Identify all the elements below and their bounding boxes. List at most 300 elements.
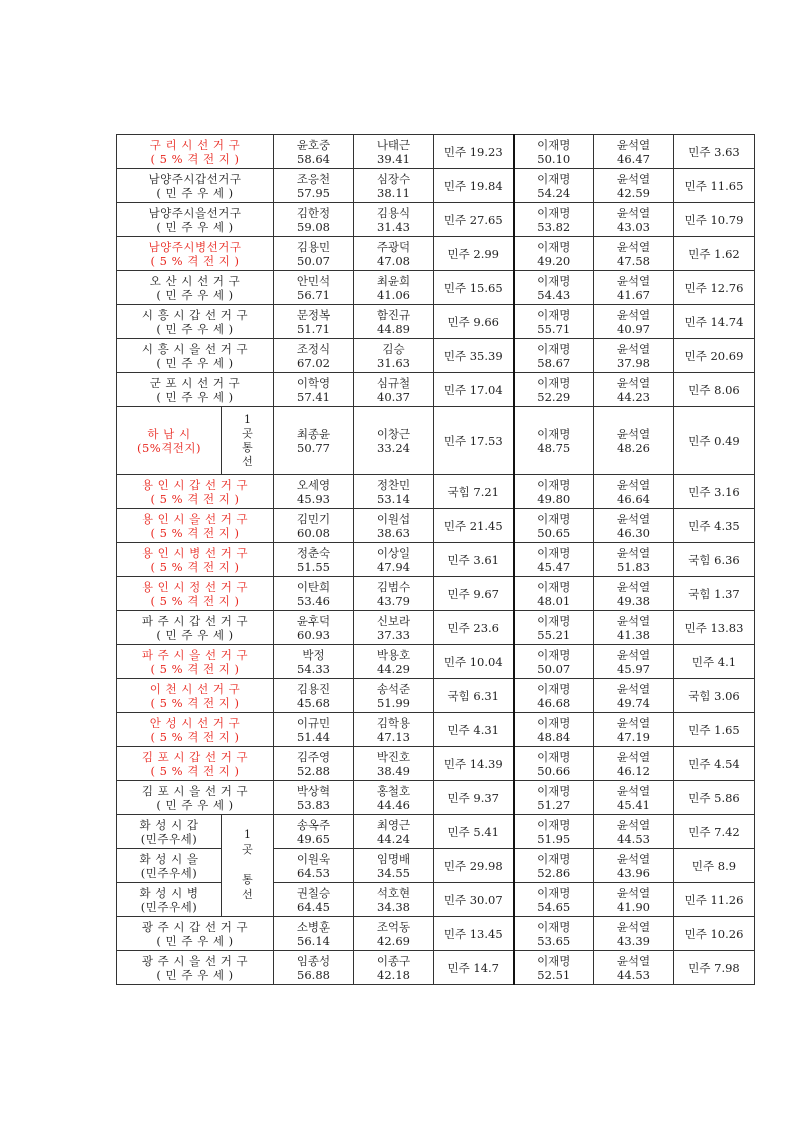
- presidential-b-pct: 46.30: [617, 525, 650, 540]
- presidential-b-pct: 46.47: [617, 151, 650, 166]
- presidential-a-cell: [514, 611, 594, 645]
- candidate-b-cell: [354, 679, 434, 713]
- presidential-b-pct: 44.23: [617, 389, 650, 404]
- presidential-a-name: 이재명: [537, 511, 571, 526]
- candidate-a-cell: [274, 713, 354, 747]
- presidential-b-pct: 49.38: [617, 593, 650, 608]
- presidential-margin-cell: 민주 4.54: [674, 747, 755, 781]
- candidate-b-pct: 38.11: [377, 185, 410, 200]
- presidential-a-name: 이재명: [537, 171, 571, 186]
- candidate-a-name: 정춘숙: [296, 545, 331, 560]
- presidential-a-name: 이재명: [537, 851, 571, 866]
- district-cell: [117, 713, 274, 747]
- district-cell: [117, 679, 274, 713]
- presidential-b-name: 윤석열: [616, 273, 651, 288]
- candidate-b-pct: 44.89: [377, 321, 410, 336]
- candidate-b-pct: 37.33: [377, 627, 410, 642]
- presidential-a-pct: 54.43: [537, 287, 571, 302]
- candidate-b-name: 이원섭: [376, 511, 411, 526]
- presidential-a-pct: 45.47: [537, 559, 571, 574]
- district-name: 남양주시을선거구: [148, 205, 242, 220]
- candidate-b-cell: [354, 849, 434, 883]
- candidate-a-name: 권칠승: [296, 885, 331, 900]
- presidential-b-name: 윤석열: [616, 579, 651, 594]
- presidential-b-name: 윤석열: [616, 205, 651, 220]
- district-status: ( 5 % 격 전 지 ): [150, 491, 240, 506]
- presidential-b-name: 윤석열: [616, 851, 651, 866]
- presidential-a-cell: [514, 713, 594, 747]
- candidate-b-cell: [354, 781, 434, 815]
- presidential-b-name: 윤석열: [616, 681, 651, 696]
- candidate-a-cell: [274, 543, 354, 577]
- presidential-a-pct: 53.65: [537, 933, 571, 948]
- district-cell: [117, 373, 274, 407]
- candidate-a-name: 문정복: [296, 307, 331, 322]
- presidential-a-cell: [514, 747, 594, 781]
- unified-label-char: 곳: [242, 426, 253, 440]
- candidate-b-name: 임명배: [376, 851, 411, 866]
- candidate-b-name: 정찬민: [376, 477, 411, 492]
- presidential-a-name: 이재명: [537, 749, 571, 764]
- presidential-a-name: 이재명: [537, 885, 571, 900]
- unified-label-char: [222, 858, 273, 873]
- presidential-a-cell: [514, 475, 594, 509]
- presidential-a-cell: [514, 407, 594, 475]
- district-status: ( 민 주 우 세 ): [156, 389, 234, 404]
- district-cell: [117, 339, 274, 373]
- presidential-b-pct: 48.26: [617, 440, 650, 455]
- presidential-margin-cell: 국힘 6.36: [674, 543, 755, 577]
- presidential-a-cell: [514, 951, 594, 985]
- district-name: 시 흥 시 을 선 거 구: [141, 341, 249, 356]
- margin-cell: 민주 13.45: [434, 917, 514, 951]
- presidential-margin-cell: 민주 4.1: [674, 645, 755, 679]
- candidate-a-pct: 54.33: [297, 661, 330, 676]
- presidential-b-name: 윤석열: [616, 545, 651, 560]
- candidate-b-pct: 31.63: [377, 355, 410, 370]
- candidate-b-name: 김학용: [376, 715, 411, 730]
- margin-cell: 민주 10.04: [434, 645, 514, 679]
- presidential-margin-cell: 민주 7.98: [674, 951, 755, 985]
- candidate-b-pct: 51.99: [377, 695, 410, 710]
- candidate-a-name: 이학영: [296, 375, 331, 390]
- presidential-a-pct: 54.65: [537, 899, 571, 914]
- candidate-a-cell: [274, 373, 354, 407]
- table-row: [117, 849, 755, 883]
- presidential-a-pct: 51.95: [537, 831, 571, 846]
- presidential-a-name: 이재명: [537, 307, 571, 322]
- district-name: 군 포 시 선 거 구: [149, 375, 241, 390]
- unified-label-char: 1: [244, 412, 251, 426]
- district-status: ( 민 주 우 세 ): [156, 797, 234, 812]
- district-status: ( 5 % 격 전 지 ): [150, 525, 240, 540]
- candidate-a-cell: [274, 135, 354, 169]
- presidential-b-cell: [594, 373, 674, 407]
- presidential-b-name: 윤석열: [616, 715, 651, 730]
- presidential-margin-cell: 민주 3.63: [674, 135, 755, 169]
- presidential-b-pct: 41.38: [617, 627, 650, 642]
- candidate-a-name: 오세영: [296, 477, 331, 492]
- presidential-a-pct: 52.51: [537, 967, 571, 982]
- candidate-a-name: 임종성: [296, 953, 331, 968]
- candidate-a-cell: [274, 815, 354, 849]
- candidate-b-cell: [354, 747, 434, 781]
- presidential-margin-cell: 민주 0.49: [674, 407, 755, 475]
- unified-label-char: 선: [242, 454, 253, 468]
- candidate-b-cell: [354, 169, 434, 203]
- candidate-b-cell: [354, 815, 434, 849]
- candidate-b-cell: [354, 203, 434, 237]
- unified-label-char: 1: [244, 828, 251, 841]
- candidate-a-name: 윤호중: [296, 137, 331, 152]
- presidential-b-cell: [594, 543, 674, 577]
- table-row: [117, 747, 755, 781]
- district-name: 광 주 시 을 선 거 구: [141, 953, 249, 968]
- table-row: [117, 237, 755, 271]
- presidential-a-pct: 48.01: [537, 593, 571, 608]
- candidate-a-pct: 58.64: [297, 151, 330, 166]
- presidential-b-pct: 43.96: [617, 865, 650, 880]
- margin-cell: 민주 23.6: [434, 611, 514, 645]
- table-row: [117, 883, 755, 917]
- presidential-margin-cell: 민주 7.42: [674, 815, 755, 849]
- district-cell: [117, 781, 274, 815]
- presidential-b-cell: [594, 577, 674, 611]
- presidential-a-name: 이재명: [537, 919, 571, 934]
- presidential-a-cell: [514, 271, 594, 305]
- presidential-b-cell: [594, 883, 674, 917]
- presidential-a-pct: 50.07: [537, 661, 571, 676]
- presidential-margin-cell: 민주 1.62: [674, 237, 755, 271]
- candidate-b-cell: [354, 237, 434, 271]
- candidate-a-name: 이원욱: [296, 851, 331, 866]
- district-name: 용 인 시 정 선 거 구: [141, 579, 249, 594]
- presidential-a-cell: [514, 781, 594, 815]
- table-row: [117, 815, 755, 849]
- presidential-margin-cell: 민주 5.86: [674, 781, 755, 815]
- presidential-b-cell: [594, 951, 674, 985]
- presidential-b-name: 윤석열: [616, 817, 651, 832]
- margin-cell: 민주 19.84: [434, 169, 514, 203]
- district-name: 오 산 시 선 거 구: [149, 273, 241, 288]
- district-cell: [117, 509, 274, 543]
- district-status: ( 5 % 격 전 지 ): [150, 253, 240, 268]
- district-name: 화 성 시 을: [139, 851, 199, 866]
- candidate-a-pct: 64.45: [297, 899, 330, 914]
- district-cell: [117, 849, 222, 883]
- district-cell: [117, 815, 222, 849]
- candidate-b-name: 신보라: [376, 613, 411, 628]
- candidate-a-cell: [274, 679, 354, 713]
- district-cell: [117, 747, 274, 781]
- candidate-b-cell: [354, 339, 434, 373]
- presidential-b-cell: [594, 849, 674, 883]
- presidential-a-name: 이재명: [537, 426, 571, 441]
- candidate-b-name: 박용호: [376, 647, 411, 662]
- district-status: ( 5 % 격 전 지 ): [150, 729, 240, 744]
- presidential-margin-cell: 국힘 1.37: [674, 577, 755, 611]
- table-row: [117, 169, 755, 203]
- district-cell: [117, 305, 274, 339]
- presidential-a-pct: 50.66: [537, 763, 571, 778]
- candidate-b-name: 송석준: [376, 681, 411, 696]
- district-status: (민주우세): [140, 865, 198, 880]
- candidate-b-cell: [354, 271, 434, 305]
- margin-cell: 민주 21.45: [434, 509, 514, 543]
- presidential-b-pct: 44.53: [617, 967, 650, 982]
- margin-cell: 민주 4.31: [434, 713, 514, 747]
- candidate-a-cell: [274, 747, 354, 781]
- candidate-b-cell: [354, 577, 434, 611]
- candidate-a-name: 조응천: [296, 171, 331, 186]
- table-row: [117, 917, 755, 951]
- presidential-margin-cell: 민주 10.79: [674, 203, 755, 237]
- candidate-b-name: 이창근: [376, 426, 411, 441]
- candidate-b-cell: [354, 645, 434, 679]
- presidential-b-cell: [594, 679, 674, 713]
- candidate-b-pct: 40.37: [377, 389, 410, 404]
- candidate-b-cell: [354, 917, 434, 951]
- presidential-a-pct: 46.68: [537, 695, 571, 710]
- candidate-a-cell: [274, 849, 354, 883]
- table-row: [117, 509, 755, 543]
- candidate-a-cell: [274, 781, 354, 815]
- presidential-a-name: 이재명: [537, 681, 571, 696]
- candidate-b-name: 이종구: [376, 953, 411, 968]
- district-status: ( 민 주 우 세 ): [156, 287, 234, 302]
- presidential-b-name: 윤석열: [616, 613, 651, 628]
- presidential-margin-cell: 민주 11.65: [674, 169, 755, 203]
- margin-cell: 민주 9.37: [434, 781, 514, 815]
- candidate-a-cell: [274, 475, 354, 509]
- presidential-b-name: 윤석열: [616, 375, 651, 390]
- presidential-b-pct: 37.98: [617, 355, 650, 370]
- margin-cell: 민주 14.7: [434, 951, 514, 985]
- presidential-a-cell: [514, 305, 594, 339]
- candidate-b-name: 최윤희: [376, 273, 411, 288]
- candidate-a-pct: 50.07: [297, 253, 330, 268]
- presidential-b-name: 윤석열: [616, 426, 651, 441]
- presidential-b-name: 윤석열: [616, 783, 651, 798]
- table-row: [117, 679, 755, 713]
- presidential-margin-cell: 민주 4.35: [674, 509, 755, 543]
- presidential-b-pct: 44.53: [617, 831, 650, 846]
- presidential-b-name: 윤석열: [616, 341, 651, 356]
- presidential-a-cell: [514, 509, 594, 543]
- margin-cell: 민주 3.61: [434, 543, 514, 577]
- candidate-b-pct: 44.24: [377, 831, 410, 846]
- district-status: ( 5 % 격 전 지 ): [150, 151, 240, 166]
- candidate-b-name: 주광덕: [376, 239, 411, 254]
- candidate-b-name: 심장수: [376, 171, 411, 186]
- presidential-b-cell: [594, 407, 674, 475]
- district-name: 용 인 시 병 선 거 구: [141, 545, 249, 560]
- presidential-b-name: 윤석열: [616, 953, 651, 968]
- presidential-a-cell: [514, 169, 594, 203]
- candidate-b-pct: 44.46: [377, 797, 410, 812]
- candidate-a-pct: 49.65: [297, 831, 330, 846]
- presidential-b-cell: [594, 305, 674, 339]
- candidate-a-pct: 57.41: [297, 389, 330, 404]
- candidate-a-name: 윤후덕: [296, 613, 331, 628]
- presidential-a-pct: 52.29: [537, 389, 571, 404]
- candidate-b-pct: 53.14: [377, 491, 410, 506]
- candidate-a-pct: 45.93: [297, 491, 330, 506]
- presidential-b-cell: [594, 509, 674, 543]
- candidate-b-pct: 47.94: [377, 559, 410, 574]
- presidential-a-cell: [514, 849, 594, 883]
- district-name: 이 천 시 선 거 구: [149, 681, 241, 696]
- district-status: ( 민 주 우 세 ): [156, 185, 234, 200]
- district-name: 파 주 시 을 선 거 구: [141, 647, 249, 662]
- unified-label-char: 통: [242, 440, 253, 454]
- district-name: 화 성 시 병: [139, 885, 199, 900]
- candidate-a-pct: 67.02: [297, 355, 330, 370]
- district-name: 화 성 시 갑: [139, 817, 199, 832]
- candidate-b-pct: 43.79: [377, 593, 410, 608]
- candidate-b-cell: [354, 543, 434, 577]
- candidate-a-name: 김주영: [296, 749, 331, 764]
- candidate-a-name: 박정: [302, 647, 325, 662]
- presidential-b-pct: 42.59: [617, 185, 650, 200]
- presidential-b-cell: [594, 203, 674, 237]
- presidential-margin-cell: 민주 20.69: [674, 339, 755, 373]
- presidential-a-pct: 52.86: [537, 865, 571, 880]
- presidential-a-pct: 48.75: [537, 440, 571, 455]
- candidate-a-cell: [274, 611, 354, 645]
- district-status: ( 5 % 격 전 지 ): [150, 695, 240, 710]
- district-name: 하 남 시: [147, 426, 191, 441]
- candidate-b-pct: 39.41: [377, 151, 410, 166]
- presidential-a-name: 이재명: [537, 545, 571, 560]
- table-row: [117, 203, 755, 237]
- margin-cell: 민주 35.39: [434, 339, 514, 373]
- district-name: 김 포 시 을 선 거 구: [141, 783, 249, 798]
- table-row: [117, 271, 755, 305]
- candidate-b-name: 최영근: [376, 817, 411, 832]
- presidential-b-pct: 41.90: [617, 899, 650, 914]
- presidential-a-name: 이재명: [537, 579, 571, 594]
- district-status: ( 민 주 우 세 ): [156, 933, 234, 948]
- presidential-b-cell: [594, 611, 674, 645]
- candidate-a-name: 안민석: [296, 273, 331, 288]
- candidate-b-pct: 33.24: [377, 440, 410, 455]
- presidential-b-name: 윤석열: [616, 511, 651, 526]
- presidential-a-pct: 55.21: [537, 627, 571, 642]
- presidential-b-cell: [594, 135, 674, 169]
- candidate-a-pct: 53.46: [297, 593, 330, 608]
- district-cell: [117, 169, 274, 203]
- candidate-a-name: 박상혁: [296, 783, 331, 798]
- margin-cell: 민주 29.98: [434, 849, 514, 883]
- presidential-margin-cell: 민주 1.65: [674, 713, 755, 747]
- candidate-a-cell: [274, 203, 354, 237]
- presidential-a-name: 이재명: [537, 647, 571, 662]
- district-name: 용 인 시 갑 선 거 구: [141, 477, 249, 492]
- presidential-margin-cell: 민주 3.16: [674, 475, 755, 509]
- presidential-a-pct: 50.10: [537, 151, 571, 166]
- margin-cell: 민주 30.07: [434, 883, 514, 917]
- margin-cell: 민주 19.23: [434, 135, 514, 169]
- candidate-a-pct: 45.68: [297, 695, 330, 710]
- candidate-b-name: 이상일: [376, 545, 411, 560]
- district-status: ( 민 주 우 세 ): [156, 219, 234, 234]
- election-results-table: [116, 134, 755, 985]
- district-cell: [117, 237, 274, 271]
- presidential-b-name: 윤석열: [616, 885, 651, 900]
- candidate-b-name: 함진규: [376, 307, 411, 322]
- presidential-a-cell: [514, 237, 594, 271]
- candidate-a-name: 김용진: [296, 681, 331, 696]
- presidential-b-cell: [594, 713, 674, 747]
- candidate-a-pct: 51.44: [297, 729, 330, 744]
- table-row: [117, 543, 755, 577]
- district-cell: [117, 577, 274, 611]
- candidate-a-name: 김용민: [296, 239, 331, 254]
- presidential-b-cell: [594, 747, 674, 781]
- district-name: 남양주시갑선거구: [148, 171, 242, 186]
- district-name: 시 흥 시 갑 선 거 구: [141, 307, 249, 322]
- district-cell: [117, 543, 274, 577]
- presidential-a-name: 이재명: [537, 613, 571, 628]
- presidential-b-pct: 49.74: [617, 695, 650, 710]
- candidate-a-pct: 51.71: [297, 321, 330, 336]
- candidate-b-name: 김승: [382, 341, 405, 356]
- presidential-a-cell: [514, 543, 594, 577]
- candidate-b-cell: [354, 713, 434, 747]
- candidate-a-pct: 56.71: [297, 287, 330, 302]
- candidate-a-cell: [274, 305, 354, 339]
- table-row: [117, 339, 755, 373]
- candidate-b-pct: 41.06: [377, 287, 410, 302]
- presidential-b-cell: [594, 339, 674, 373]
- presidential-margin-cell: 민주 8.06: [674, 373, 755, 407]
- candidate-b-cell: [354, 407, 434, 475]
- candidate-a-cell: [274, 951, 354, 985]
- presidential-b-pct: 43.03: [617, 219, 650, 234]
- candidate-b-pct: 38.49: [377, 763, 410, 778]
- candidate-b-pct: 38.63: [377, 525, 410, 540]
- candidate-a-pct: 53.83: [297, 797, 330, 812]
- candidate-a-pct: 60.93: [297, 627, 330, 642]
- presidential-a-cell: [514, 577, 594, 611]
- candidate-a-pct: 51.55: [297, 559, 330, 574]
- table-row: [117, 407, 755, 475]
- district-name: 남양주시병선거구: [148, 239, 242, 254]
- margin-cell: 민주 27.65: [434, 203, 514, 237]
- presidential-a-pct: 55.71: [537, 321, 571, 336]
- district-status: ( 민 주 우 세 ): [156, 967, 234, 982]
- presidential-b-pct: 45.97: [617, 661, 650, 676]
- candidate-b-name: 김범수: [376, 579, 411, 594]
- presidential-b-cell: [594, 815, 674, 849]
- district-status: (5%격전지): [136, 440, 202, 455]
- candidate-b-cell: [354, 883, 434, 917]
- presidential-a-cell: [514, 679, 594, 713]
- district-cell: [117, 203, 274, 237]
- candidate-a-cell: [274, 577, 354, 611]
- district-cell: [117, 271, 274, 305]
- candidate-a-cell: [274, 917, 354, 951]
- presidential-a-name: 이재명: [537, 817, 571, 832]
- unified-label-char: 통: [242, 873, 253, 886]
- presidential-a-name: 이재명: [537, 205, 571, 220]
- candidate-a-name: 이탄희: [296, 579, 331, 594]
- candidate-a-name: 소병훈: [296, 919, 331, 934]
- presidential-a-pct: 48.84: [537, 729, 571, 744]
- candidate-b-name: 석호현: [376, 885, 411, 900]
- district-status: ( 민 주 우 세 ): [156, 321, 234, 336]
